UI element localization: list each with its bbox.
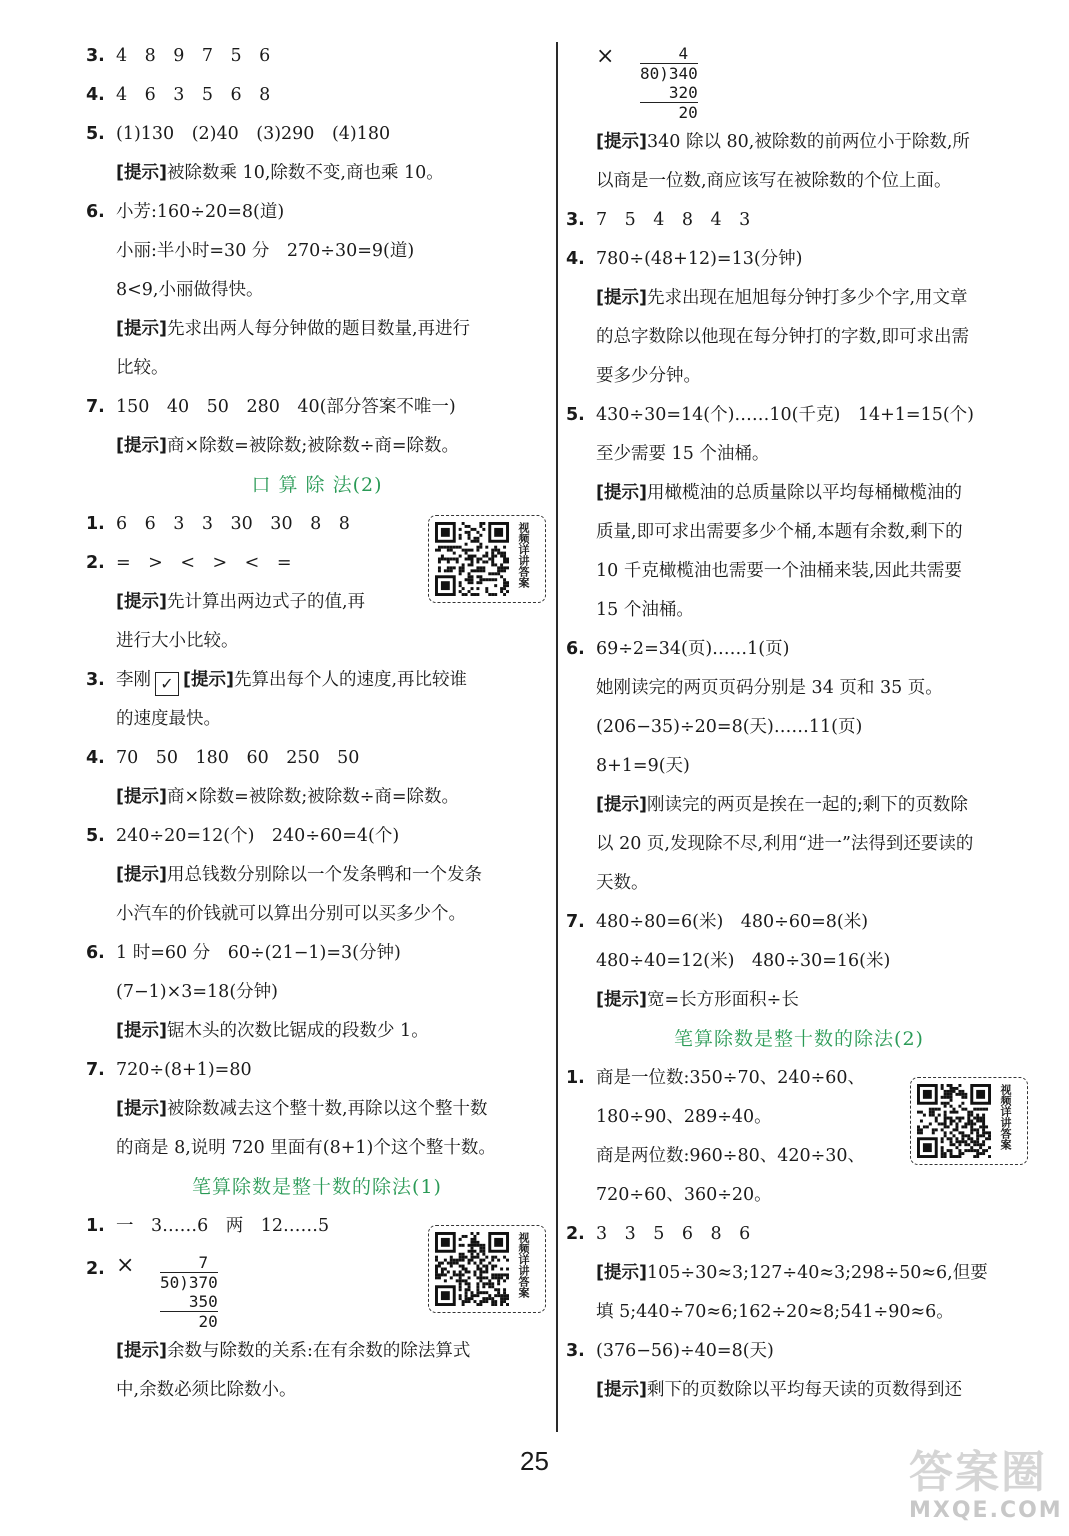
item-number: 6. [86,202,105,222]
qr-label: 视频详讲答案 [999,1084,1012,1150]
answer-line [566,243,1032,282]
item-number: 3. [566,210,585,230]
text-line: 8<9,小丽做得快。 [116,280,264,300]
answer-line [86,937,548,976]
hint-tag: [提示] [183,670,234,690]
answer-text: (376−56)÷40=8(天) [596,1341,774,1361]
division-row: 4 [640,44,698,64]
text-line: [提示]105÷30≈3;127÷40≈3;298÷50≈6,但要 [596,1263,988,1283]
section-title: 笔算除数是整十数的除法(1) [192,1176,442,1198]
text-line: 质量,即可求出需要多少个桶,本题有余数,剩下的 [596,522,963,542]
item-number: 3. [86,46,105,66]
answer-text: 1 时=60 分 60÷(21−1)=3(分钟) [116,943,401,963]
item-number: 2. [566,1224,585,1244]
answer-line [86,1054,548,1093]
answer-line [86,196,548,235]
qr-code-icon [917,1084,991,1158]
hint-tag: [提示] [116,592,167,612]
answer-text: 3 3 5 6 8 6 [596,1224,751,1244]
hint-tag: [提示] [596,1263,647,1283]
hint-tag: [提示] [596,288,647,308]
answer-text: 720÷(8+1)=80 [116,1060,252,1080]
text-line: [提示]被除数乘 10,除数不变,商也乘 10。 [116,163,444,183]
answer-line [566,1218,1032,1257]
answer-line [86,40,548,79]
answer-text: 7 5 4 8 4 3 [596,210,751,230]
text-line: [提示]余数与除数的关系:在有余数的除法算式 [116,1341,471,1361]
text-line: [提示]先计算出两边式子的值,再 [116,592,366,612]
text-line: [提示]用总钱数分别除以一个发条鸭和一个发条 [116,865,482,885]
item-number: 3. [566,1341,585,1361]
text-line: 的商是 8,说明 720 里面有(8+1)个这个整十数。 [116,1138,496,1158]
answer-line [86,79,548,118]
answer-line [86,742,548,781]
text-line: [提示]宽=长方形面积÷长 [596,990,799,1010]
text-line: (206−35)÷20=8(天)……11(页) [596,717,863,737]
text-line: 8+1=9(天) [596,756,690,776]
division-row: 320 [640,83,698,102]
hint-tag: [提示] [596,795,647,815]
answer-text: 一 3……6 两 12……5 [116,1216,330,1236]
text-line: 比较。 [116,358,169,378]
text-line: 商是两位数:960÷80、420÷30、 [596,1146,866,1166]
answer-text: 780÷(48+12)=13(分钟) [596,249,803,269]
answer-text: 150 40 50 280 40(部分答案不唯一) [116,397,456,417]
answer-name: 李刚 [116,670,151,690]
hint-tag: [提示] [116,865,167,885]
item-number: 4. [86,85,105,105]
text-line: [提示]剩下的页数除以平均每天读的页数得到还 [596,1380,962,1400]
right-column [566,40,1032,1413]
hint-text: [提示]先算出每个人的速度,再比较谁 [183,670,468,690]
answer-text: 4 6 3 5 6 8 [116,85,271,105]
text-line: 180÷90、289÷40。 [596,1107,772,1127]
item-number: 7. [566,912,585,932]
hint-tag: [提示] [116,319,167,339]
page-number: 25 [520,1446,549,1476]
column-divider [556,42,558,1432]
answer-line [566,204,1032,243]
text-line: 她刚读完的两页页码分别是 34 页和 35 页。 [596,678,943,698]
division-row: 20 [640,103,698,122]
text-line: 填 5;440÷70≈6;162÷20≈8;541÷90≈6。 [596,1302,954,1322]
qr-code-3[interactable] [910,1077,1028,1165]
long-division [160,1253,218,1331]
item-number: 6. [566,639,585,659]
text-line: 小丽:半小时=30 分 270÷30=9(道) [116,241,415,261]
text-line: [提示]刚读完的两页是挨在一起的;剩下的页数除 [596,795,968,815]
text-line: 的总字数除以他现在每分钟打的字数,即可求出需 [596,327,970,347]
hint-tag: [提示] [116,1099,167,1119]
item-number: 3. [86,670,105,690]
answer-text: 6 6 3 3 30 30 8 8 [116,514,350,534]
item-number: 4. [86,748,105,768]
qr-code-2[interactable] [428,1225,546,1313]
hint-tag: [提示] [596,132,647,152]
answer-line [86,118,548,157]
item-number: 1. [86,514,105,534]
qr-label: 视频详讲答案 [517,522,530,588]
text-line: [提示]用橄榄油的总质量除以平均每桶橄榄油的 [596,483,962,503]
answer-text: 70 50 180 60 250 50 [116,748,360,768]
check-box: ✓ [155,672,179,696]
answer-text: 69÷2=34(页)……1(页) [596,639,790,659]
watermark-line1: 答案圈 [909,1447,1047,1498]
answer-text: = > < > < = [116,553,292,573]
cross-mark: × [116,1253,135,1278]
hint-tag: [提示] [116,787,167,807]
text-line: 以 20 页,发现除不尽,利用“进一”法得到还要读的 [596,834,974,854]
answer-text: 商是一位数:350÷70、240÷60、 [596,1068,866,1088]
answer-text: (1)130 (2)40 (3)290 (4)180 [116,124,391,144]
answer-line [86,391,548,430]
division-row: 20 [160,1312,218,1331]
watermark-logo [909,1447,1063,1530]
text-line: 的速度最快。 [116,709,221,729]
text-line: 720÷60、360÷20。 [596,1185,772,1205]
hint-tag: [提示] [116,1021,167,1041]
section-title: 笔算除数是整十数的除法(2) [674,1028,924,1050]
watermark-line2: MXQE.COM [909,1498,1063,1523]
answer-text: 480÷80=6(米) 480÷60=8(米) [596,912,869,932]
text-line: 要多少分钟。 [596,366,701,386]
answer-text: 240÷20=12(个) 240÷60=4(个) [116,826,400,846]
text-line: 天数。 [596,873,649,893]
text-line: 以商是一位数,商应该写在被除数的个位上面。 [596,171,952,191]
text-line: 15 个油桶。 [596,600,694,620]
answer-line [566,633,1032,672]
qr-code-icon [435,522,509,596]
division-row: 350 [160,1292,218,1311]
long-division-item [566,40,1032,126]
answer-line [566,1335,1032,1374]
item-number: 2. [86,1259,105,1279]
item-number: 5. [566,405,585,425]
text-line: [提示]340 除以 80,被除数的前两位小于除数,所 [596,132,970,152]
answer-line [566,906,1032,945]
text-line: [提示]商×除数=被除数;被除数÷商=除数。 [116,787,460,807]
text-line: 480÷40=12(米) 480÷30=16(米) [596,951,891,971]
text-line: [提示]商×除数=被除数;被除数÷商=除数。 [116,436,460,456]
text-line: 进行大小比较。 [116,631,239,651]
section-title: 口 算 除 法(2) [251,474,383,496]
item-number: 7. [86,397,105,417]
text-line: [提示]先求出现在旭旭每分钟打多少个字,用文章 [596,288,968,308]
text-line: 中,余数必须比除数小。 [116,1380,297,1400]
hint-tag: [提示] [596,990,647,1010]
answer-text: 430÷30=14(个)……10(千克) 14+1=15(个) [596,405,974,425]
text-line: [提示]被除数减去这个整十数,再除以这个整十数 [116,1099,488,1119]
text-line: 至少需要 15 个油桶。 [596,444,770,464]
item-number: 5. [86,124,105,144]
item-number: 1. [86,1216,105,1236]
answer-text: 小芳:160÷20=8(道) [116,202,285,222]
hint-tag: [提示] [116,1341,167,1361]
answer-line [86,820,548,859]
hint-tag: [提示] [116,163,167,183]
text-line: [提示]先求出两人每分钟做的题目数量,再进行 [116,319,471,339]
division-row: 7 [160,1253,218,1273]
answer-line [86,664,548,703]
text-line: (7−1)×3=18(分钟) [116,982,278,1002]
hint-tag: [提示] [116,436,167,456]
cross-mark: × [596,44,615,69]
item-number: 7. [86,1060,105,1080]
hint-tag: [提示] [596,483,647,503]
item-number: 5. [86,826,105,846]
text-line: 小汽车的价钱就可以算出分别可以买多少个。 [116,904,466,924]
left-column [86,40,548,1413]
answer-text: 4 8 9 7 5 6 [116,46,271,66]
division-row: 50)370 [160,1273,218,1292]
answer-line [566,399,1032,438]
qr-label: 视频详讲答案 [517,1232,530,1298]
item-number: 1. [566,1068,585,1088]
text-line: 10 千克橄榄油也需要一个油桶来装,因此共需要 [596,561,962,581]
long-division [640,44,698,122]
qr-code-1[interactable] [428,515,546,603]
text-line: [提示]锯木头的次数比锯成的段数少 1。 [116,1021,429,1041]
item-number: 4. [566,249,585,269]
qr-code-icon [435,1232,509,1306]
hint-tag: [提示] [596,1380,647,1400]
item-number: 6. [86,943,105,963]
item-number: 2. [86,553,105,573]
division-row: 80)340 [640,64,698,83]
